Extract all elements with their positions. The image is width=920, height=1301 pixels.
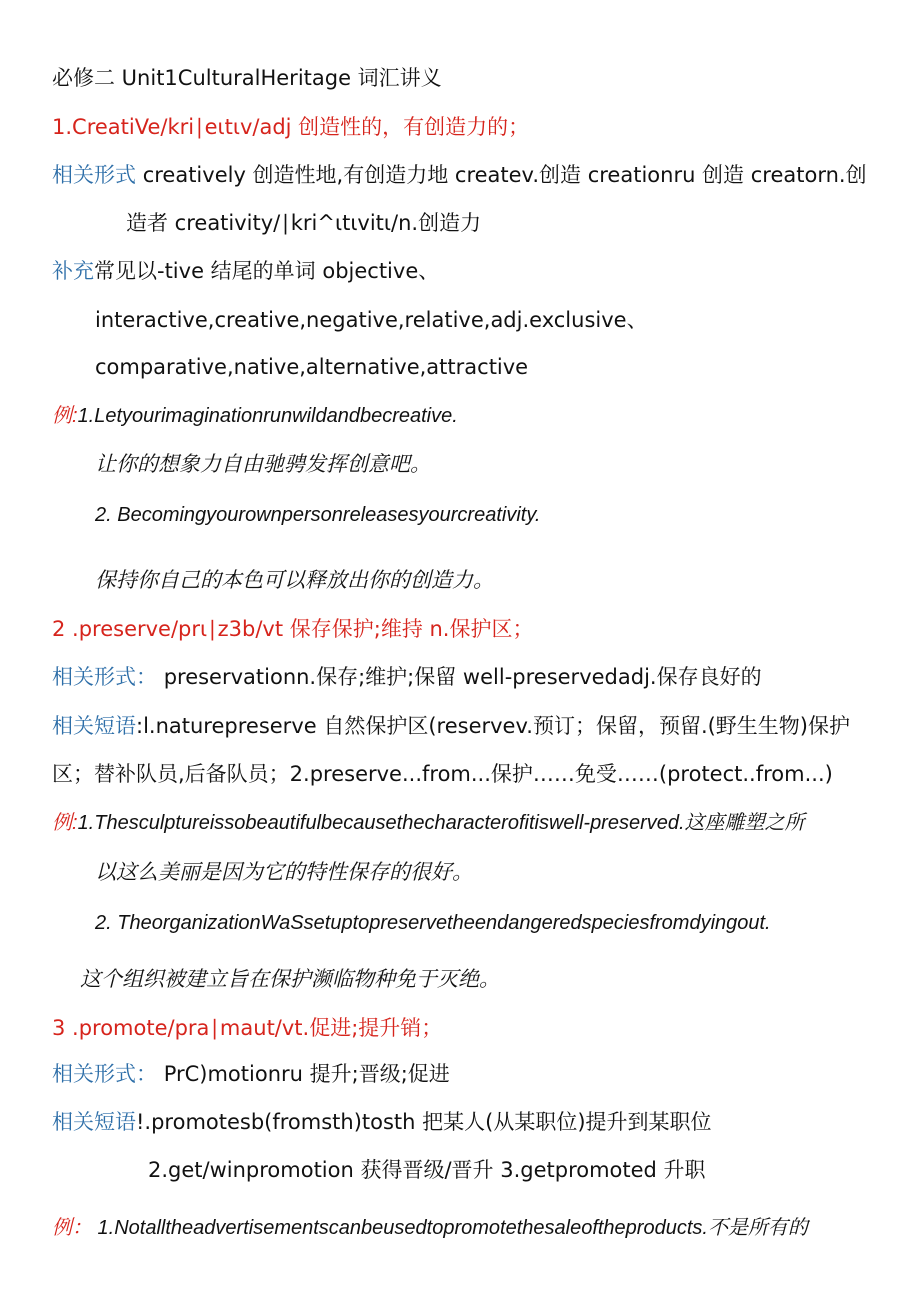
forms-label: 相关形式：: [52, 1062, 157, 1086]
example-1-text: 1.Thesculptureissobeautifulbecausethecharacterofitiswell-preserved.这座雕塑之所: [77, 812, 805, 834]
example-label: 例:: [52, 812, 78, 834]
example-1-text: 1.Letyourimaginationrunwildandbecreative.: [77, 405, 458, 427]
entry-1-supplement-line-3: comparative,native,alternative,attractive: [95, 355, 529, 379]
entry-2-forms: [52, 662, 762, 692]
entry-2-phrases: [52, 711, 850, 741]
entry-2-phrases-continued: 区；替补队员,后备队员；2.preserve...from...保护……免受……(protect..from...): [52, 762, 833, 786]
forms-text: PrC)motionru 提升;晋级;促进: [163, 1062, 450, 1086]
example-1-text: 1.Notalltheadvertisementscanbeusedtopromotethesaleoftheproducts.不是所有的: [92, 1217, 808, 1239]
entry-2-example-1: [52, 808, 805, 838]
example-label: 例：: [52, 1217, 92, 1239]
entry-2-example-2: 2. TheorganizationWaSsetuptopreservetheendangeredspeciesfromdyingout.: [95, 912, 771, 934]
entry-1-example-1: [52, 401, 458, 431]
entry-1-forms-continued: 造者 creativity/∣kri^ιtιvitι/n.创造力: [126, 211, 482, 235]
forms-text: preservationn.保存;维护;保留 well-preservedadj.保存良好的: [163, 665, 762, 689]
example-label: 例:: [52, 405, 78, 427]
page-title: 必修二 Unit1CulturalHeritage 词汇讲义: [52, 66, 442, 90]
phrases-label: 相关短语: [52, 1110, 136, 1134]
forms-text: creatively 创造性地,有创造力地 createv.创造 creationru 创造 creatorn.创: [142, 163, 867, 187]
entry-3-example-1: [52, 1213, 808, 1243]
entry-1-example-2-translation: 保持你自己的本色可以释放出你的创造力。: [95, 568, 494, 592]
phrases-label: 相关短语: [52, 714, 136, 738]
entry-1-headword: 1.CreatiVe/kri∣eιtιv/adj 创造性的，有创造力的；: [52, 115, 530, 139]
entry-3-headword: 3 .promote/pra∣maut/vt.促进;提升销；: [52, 1016, 443, 1040]
entry-1-supplement: [52, 256, 439, 286]
entry-3-phrases-line-2: 2.get/winpromotion 获得晋级/晋升 3.getpromoted 升职: [148, 1158, 706, 1182]
supplement-label: 补充: [52, 259, 94, 283]
entry-2-example-1-continued: 以这么美丽是因为它的特性保存的很好。: [95, 860, 473, 884]
forms-label: 相关形式：: [52, 665, 157, 689]
entry-3-phrases: [52, 1107, 712, 1137]
supplement-text: 常见以-tive 结尾的单词 objective、: [94, 259, 440, 283]
entry-3-forms: [52, 1059, 450, 1089]
entry-1-forms: [52, 160, 867, 190]
entry-2-headword: 2 .preserve/prι∣z3b/vt 保存保护;维持 n.保护区；: [52, 617, 534, 641]
phrases-text: !.promotesb(fromsth)tosth 把某人(从某职位)提升到某职位: [136, 1110, 712, 1134]
entry-1-example-1-translation: 让你的想象力自由驰骋发挥创意吧。: [95, 452, 431, 476]
entry-2-example-2-translation: 这个组织被建立旨在保护濒临物种免于灭绝。: [80, 967, 500, 991]
forms-label: 相关形式: [52, 163, 136, 187]
phrases-text: :l.naturepreserve 自然保护区(reservev.预订；保留，预留.(野生生物)保护: [136, 714, 850, 738]
entry-1-example-2: 2. Becomingyourownpersonreleasesyourcreativity.: [95, 504, 541, 526]
entry-1-supplement-line-2: interactive,creative,negative,relative,adj.exclusive、: [95, 308, 648, 332]
